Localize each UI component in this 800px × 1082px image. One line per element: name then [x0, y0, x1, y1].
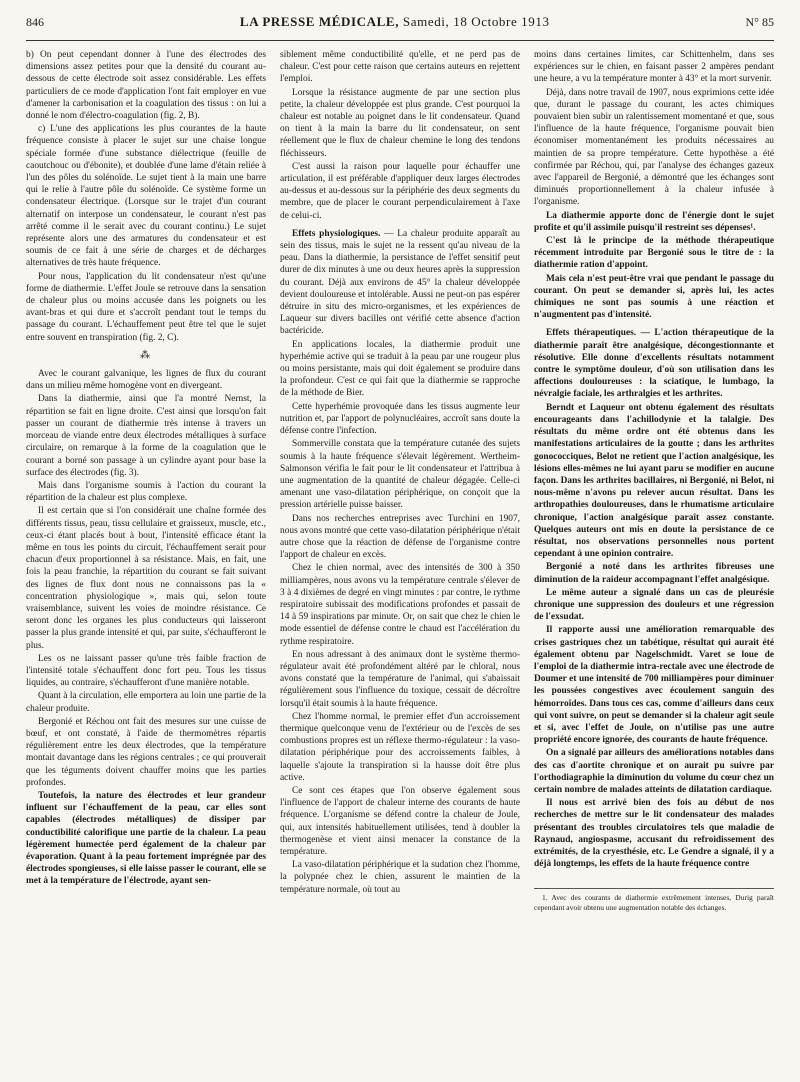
journal-masthead [240, 14, 550, 30]
paragraph: siblement même conductibilité qu'elle, et ne perd pas de chaleur. C'est pour cette raison que certains auteurs en rejettent l'emploi. [280, 50, 520, 85]
issue-date: Samedi, 18 Octobre 1913 [402, 14, 550, 29]
paragraph: Sommerville constata que la température cutanée des sujets soumis à la haute fréquence s'élevait légèrement. Wertheim-Salmonson vérifia le fait pour le lit condensateur et l'attribua à une augmentation de la quantité de chaleur dégagée. Celle-ci amenant une vaso-dilatation périphérique, on conçoit que la pression artérielle puisse baisser. [280, 439, 520, 511]
footnote-text: 1. Avec des courants de diathermie extrêmement intenses, Durig paraît cependant avoir obtenu une augmentation notable des échanges. [534, 893, 774, 912]
section-separator: ⁂ [140, 349, 152, 361]
paragraph: En nous adressant à des animaux dont le système thermo-régulateur avait été profondément altéré par le chloral, nous avons constaté que la température de l'animal, qui s'abaissait régulièrement sous l'influence du toxique, cessait de décroître lorsqu'il était soumis à la haute fréquence. [280, 649, 520, 709]
paragraph: Il nous est arrivé bien des fois au début de nos recherches de mettre sur le lit condensateur des malades présentant des troubles circulatoires tels que maladie de Raynaud, angiospasme, accusant du refroidissement des extrémités, de la cryesthésie, etc. Le Gendre a signalé, il y a déjà longtemps, les effets de la haute fréquence contre [534, 798, 774, 870]
section-text: — La chaleur produite apparaît au sein des tissus, mais le sujet ne la ressent qu'au niveau de la peau. Dans la diathermie, la persistance de l'effet sensitif peut durer de dix minutes à une ou deux heures après la suppression du courant. Déjà aux environs de 45° la chaleur développée devient douloureuse et intolérable. Aussi ne peut-on pas espérer détruire in situ des micro-organismes, et les expériences de Laqueur sur divers bacilles ont vérifié cette absence d'action bactéricide. [280, 228, 520, 337]
paragraph: Chez le chien normal, avec des intensités de 300 à 350 milliampères, nous avons vu la température centrale s'élever de 3 à 4 dixièmes de degré en vingt minutes : par contre, le rythme respiratoire subissait des modifications profondes et passait de 14 à 59 inspirations par minute. Or, on sait que chez le chien le mode essentiel de défense contre le chaud est l'accélération du rythme respiratoire. [280, 563, 520, 647]
column-3 [534, 49, 774, 1069]
section-heading: Effets physiologiques. [292, 228, 381, 239]
column-2 [280, 49, 520, 1069]
paragraph: Bergonié a noté dans les arthrites fibreuses une diminution de la raideur accompagnant l'effet analgésique. [534, 562, 774, 585]
paragraph: Bergonié et Réchou ont fait des mesures sur une cuisse de bœuf, et ont constaté, à l'aide de thermomètres répartis régulièrement entre les deux électrodes, que la température montait davantage dans les régions centrales ; ce qui prouverait que les téguments doivent chauffer moins que les parties profondes. [26, 716, 266, 788]
section-text: — L'action thérapeutique de la diathermie paraît être analgésique, décongestionnante et résolutive. Elle donne d'excellents résultats notamment contre le symptôme douleur, d'où son utilisation dans les affections douloureuses : la sciatique, le lumbago, la névralgie faciale, les arthralgies et les arthrites. [534, 328, 774, 400]
paragraph: Quant à la circulation, elle emportera au loin une partie de la chaleur produite. [26, 691, 266, 714]
page-header [26, 14, 774, 41]
paragraph: Dans la diathermie, ainsi que l'a montré Nernst, la répartition se fait en ligne droite. C'est ainsi que lorsqu'on fait passer un courant de diathermie très intense à travers un morceau de viande entre deux électrodes métalliques à surface circulaire, on remarque à la forme de la coagulation que le courant a borné son passage à un cylindre ayant pour base la surface des électrodes (fig. 3). [26, 394, 266, 478]
paragraph: Toutefois, la nature des électrodes et leur grandeur influent sur l'échauffement de la peau, car elles sont capables (électrodes métalliques) de dissiper par conductibilité calorifique une partie de la chaleur. La peau légèrement humectée perd également de la chaleur par évaporation. Quant à la peau fortement imprégnée par des électrodes spongieuses, si elle laisse passer le courant, elle se met à la température de l'électrode, ayant sen- [26, 790, 266, 887]
page-number: 846 [26, 15, 44, 29]
paragraph: Il est certain que si l'on considérait une chaîne formée des différents tissus, peau, tissu cellulaire et graisseux, muscle, etc., ceux-ci étant placés bout à bout, l'intensité efficace étant la même en tous les points du circuit, l'échauffement serait pour chacun d'eux proportionnel à sa résistance. Mais, en fait, une fois la peau franchie, la répartition du courant se fait suivant des lignes de flux dont nous ne connaissons pas la « concentration physiologique », mais qui, selon toute vraisemblance, suivent les voies de moindre résistance. Ce seront donc les organes les plus conducteurs qui laisseront passer la plus grande intensité et qui, par suite, s'échaufferont le plus. [26, 506, 266, 651]
article-columns [26, 49, 774, 1069]
paragraph: Pour nous, l'application du lit condensateur n'est qu'une forme de diathermie. L'effet Joule se retrouve dans la sensation de chaleur plus ou moins accusée dans les poignets ou les avant-bras et qui dure et s'accroît pendant tout le temps du passage du courant. L'échauffement peut être tel que le sujet entre souvent en transpiration (fig. 2, C). [26, 271, 266, 343]
paragraph: C'est là le principe de la méthode thérapeutique récemment introduite par Bergonié sous le titre de : la diathermie ration d'appoint. [534, 236, 774, 271]
paragraph: Dans nos recherches entreprises avec Turchini en 1907, nous avons montré que cette vaso-dilatation périphérique n'était autre chose que la réaction de défense de l'organisme contre l'apport de chaleur en excès. [280, 513, 520, 561]
section-paragraph [280, 228, 520, 338]
paragraph: Ce sont ces étapes que l'on observe également sous l'influence de l'apport de chaleur interne des courants de haute fréquence. L'organisme se défend contre la chaleur de Joule, qui, aux intensités habituellement utilisées, tend à doubler la thermogenèse et vient ainsi menacer la constance de la température. [280, 785, 520, 857]
footnote [534, 888, 774, 912]
paragraph: c) L'une des applications les plus courantes de la haute fréquence consiste à placer le sujet sur une chaise longue spéciale formée d'une substance diélectrique (feuille de caoutchouc ou d'ébonite), et doublée d'une lame d'étain reliée à l'un des pôles du solénoïde. Le sujet tient à la main une barre qui le relie à l'autre pôle du solénoïde. Ce système forme un condensateur électrique. (Lorsque sur le trajet d'un courant alternatif on interpose un condensateur, le courant n'est pas arrêté comme il le serait avec du courant continu.) Le sujet représente alors une des armatures du condensateur et est soumis de ce fait à une série de charges et de décharges alternatives de très haute fréquence. [26, 124, 266, 269]
paragraph: On a signalé par ailleurs des améliorations notables dans des cas d'aortite chronique et on aurait pu suivre par l'orthodiagraphie la diminution du volume du cœur chez un certain nombre de malades atteints de dilatation cardiaque. [534, 748, 774, 795]
paragraph: C'est aussi la raison pour laquelle pour échauffer une articulation, il est préférable d'appliquer deux larges électrodes au-dessus et au-dessous sur la périphérie des deux segments du membre, que de placer le courant perpendiculairement à l'axe de celui-ci. [280, 161, 520, 221]
section-paragraph [534, 327, 774, 400]
paragraph: Le même auteur a signalé dans un cas de pleurésie chronique une suppression des douleurs et une régression de l'exsudat. [534, 587, 774, 623]
paragraph: Mais cela n'est peut-être vrai que pendant le passage du courant. On peut se demander si, après lui, les actes chimiques ne sont pas soumis à une réaction et n'augmentent pas d'intensité. [534, 273, 774, 321]
paragraph: Lorsque la résistance augmente de par une section plus petite, la chaleur développée est plus grande. C'est pourquoi la chaleur est notable au poignet dans le lit condensateur. Quand on tient à la main la barre du lit condensateur, on sent réellement que le flux de chaleur chemine le long des tendons fléchisseurs. [280, 87, 520, 159]
paragraph: Berndt et Laqueur ont obtenu également des résultats encourageants dans l'achillodynie et la talalgie. Des résultats du même ordre ont été obtenus dans les manifestations articulaires de la goutte ; dans les arthrites gonococciques, Belot ne retient que l'action analgésique, les lésions elles-mêmes ne lui ayant paru se modifier en aucune façon. Dans les arthrites bacillaires, ni Bergonié, ni Belot, ni nous-même n'avons pu relever aucun résultat. Dans les arthropathies douloureuses, dans le rhumatisme articulaire chronique, l'action analgésique paraît assez constante. Quelques auteurs ont mis en doute la persistance de ce résultat, nos observations personnelles nous portent cependant à une opinion contraire. [534, 402, 774, 560]
paragraph: Avec le courant galvanique, les lignes de flux du courant dans un milieu même homogène vont en divergeant. [26, 369, 266, 392]
paragraph: Chez l'homme normal, le premier effet d'un accroissement thermique quelconque venu de l'extérieur ou de l'excès de ses combustions propres est un réflexe thermo-régulateur : la vaso-dilatation périphérique pour des accroissements faibles, à laquelle s'ajoute la transpiration si la hausse doit être plus active. [280, 711, 520, 783]
paragraph: Les os ne laissant passer qu'une très faible fraction de l'intensité totale s'échauffent donc fort peu. Tous les tissus liquides, au contraire, s'échaufferont d'une manière notable. [26, 653, 266, 689]
paragraph: En applications locales, la diathermie produit une hyperhémie active qui se traduit à la peau par une rougeur plus ou moins persistante, mais qui doit également se produire dans la profondeur. C'est ce qui fait que la diathermie se rapproche de la méthode de Bier. [280, 339, 520, 399]
paragraph: Cette hyperhémie provoquée dans les tissus augmente leur nutrition et, par l'apport de polynucléaires, accroît sans doute la défense contre l'infection. [280, 401, 520, 437]
paragraph: La diathermie apporte donc de l'énergie dont le sujet profite et qu'il assimile puisqu'il restreint ses dépenses¹. [534, 210, 774, 233]
paragraph: Il rapporte aussi une amélioration remarquable des crises gastriques chez un tabétique, résultat qui aurait été également obtenu par Nagelschmidt. Varet se loue de l'emploi de la diathermie intra-rectale avec une électrode de Doumer et une intensité de 700 milliampères pour diminuer les poussées congestives avec écoulement sanguin des hémorroïdes. Dans tous ces cas, comme d'ailleurs dans ceux qui vont suivre, on peut se demander si la chaleur agit seule et si, avec l'effet de Joule, on n'utilise pas une autre propriété encore ignorée, des courants de haute fréquence. [534, 625, 774, 746]
paragraph: Mais dans l'organisme soumis à l'action du courant la répartition de la chaleur est plus complexe. [26, 480, 266, 504]
paragraph: Déjà, dans notre travail de 1907, nous exprimions cette idée que, durant le passage du courant, les actes chimiques pouvaient bien subir un ralentissement momentané et que, sous l'influence de la haute fréquence, l'organisme pouvait bien économiser momentanément les produits nécessaires au maintien de sa propre température. Cette hypothèse a été confirmée par Réchou, qui, par l'analyse des échanges gazeux avec l'appareil de Bergonié, a démontré que les échanges sont diminués proportionnellement à la chaleur infusée à l'organisme. [534, 87, 774, 208]
section-heading: Effets thérapeutiques. [546, 328, 637, 339]
issue-number: N° 85 [745, 15, 774, 29]
paragraph: La vaso-dilatation périphérique et la sudation chez l'homme, la polypnée chez le chien, assurent le maintien de la température normale, où tout au [280, 860, 520, 895]
paragraph: moins dans certaines limites, car Schittenhelm, dans ses expériences sur le chien, en faisant passer 2 ampères pendant une heure, a vu la température monter à 43° et la mort survenir. [534, 50, 774, 85]
column-1 [26, 49, 266, 1069]
journal-title: LA PRESSE MÉDICALE, [239, 14, 400, 29]
paragraph: b) On peut cependant donner à l'une des électrodes des dimensions assez petites pour que la densité du courant au-dessous de cette électrode soit assez considérable. Les effets particuliers de ce mode d'application l'ont fait employer en vue d'amener la carbonisation et la coagulation des tissus : on lui a donné le nom d'électro-coagulation (fig. 2, B). [26, 50, 266, 122]
